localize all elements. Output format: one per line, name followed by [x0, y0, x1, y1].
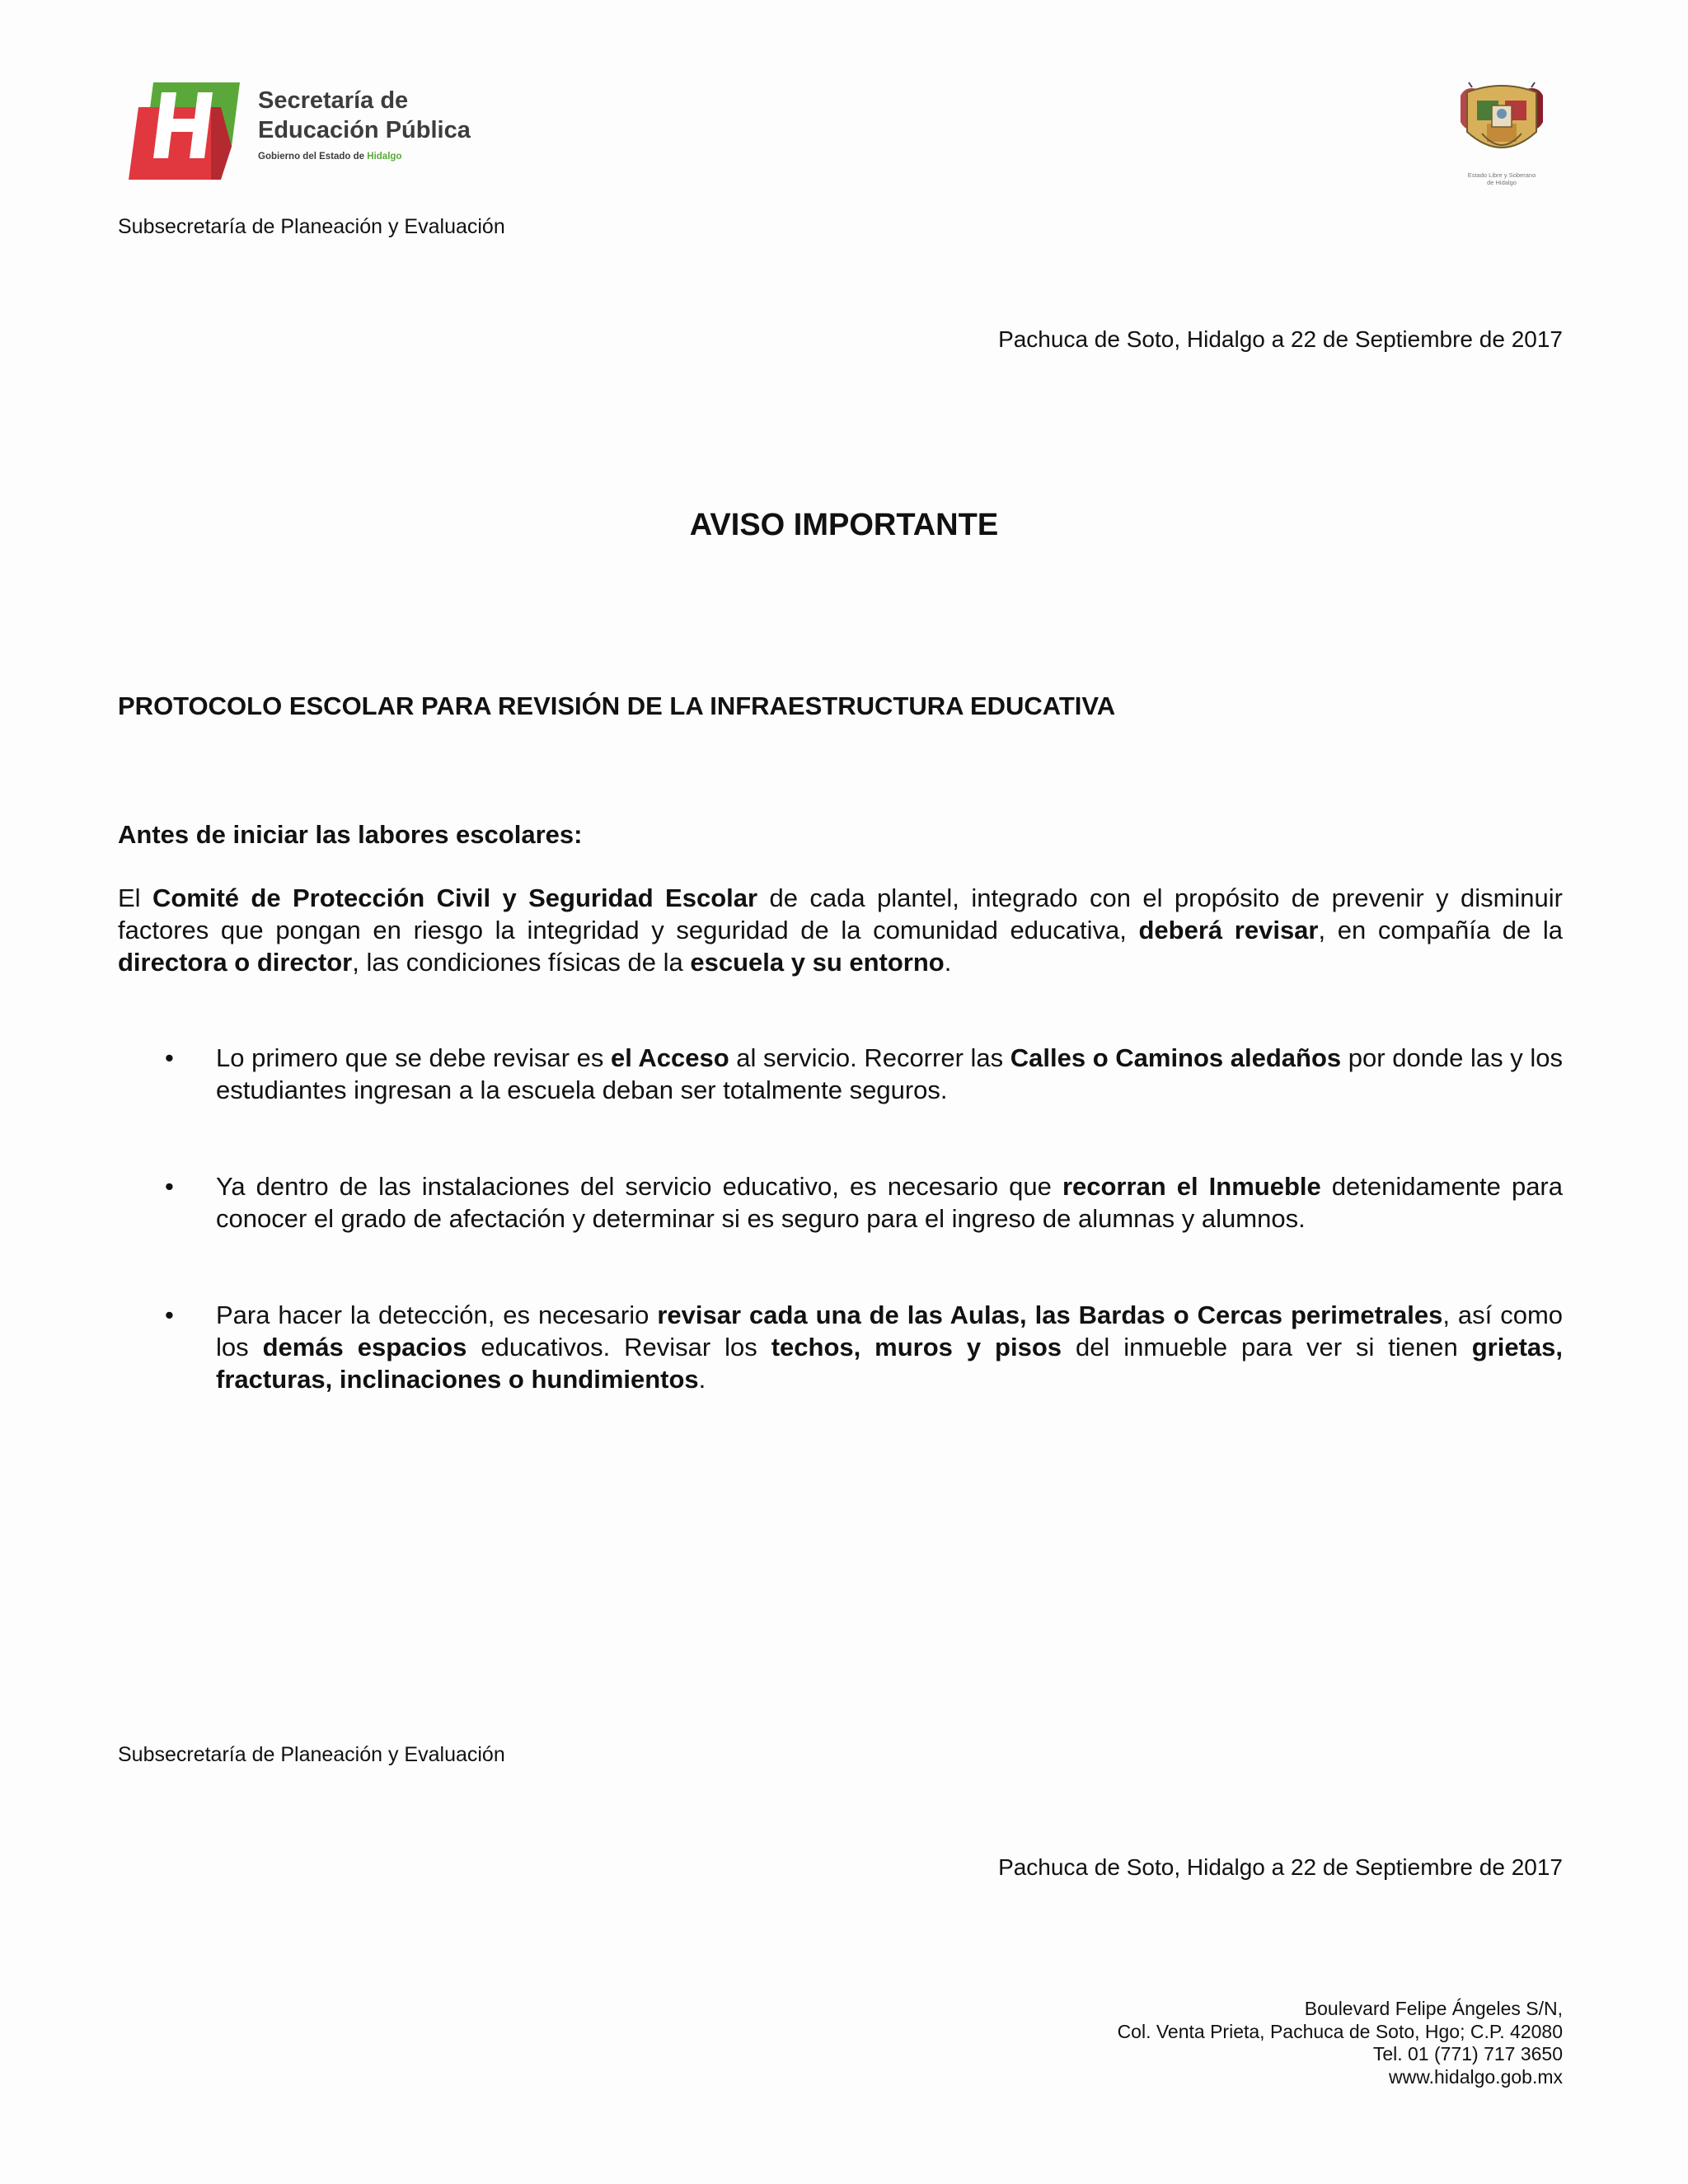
intro-paragraph	[118, 882, 1563, 978]
list-item	[118, 1299, 1563, 1395]
bullet-icon: •	[165, 1172, 174, 1201]
intro-text-1: El	[118, 883, 152, 912]
header-date: Pachuca de Soto, Hidalgo a 22 de Septiembre de 2017	[998, 326, 1563, 352]
bullet-3-bold-3: techos, muros y pisos	[771, 1333, 1062, 1361]
intro-text-5: .	[944, 948, 952, 977]
intro-text-3: , en compañía de la	[1318, 916, 1563, 944]
list-item-text	[216, 1299, 1563, 1395]
bullet-1-text-3: por donde las y los estudiantes ingresan a la escuela deban ser totalmente seguros.	[216, 1043, 1563, 1104]
bullet-3-bold-2: demás espacios	[262, 1333, 467, 1361]
intro-text-4: , las condiciones físicas de la	[352, 948, 691, 977]
logo-subtitle	[258, 152, 505, 162]
protocol-heading: PROTOCOLO ESCOLAR PARA REVISIÓN DE LA INFRAESTRUCTURA EDUCATIVA	[118, 691, 1116, 720]
bullet-2-text-1: Ya dentro de las instalaciones del servicio educativo, es necesario que	[216, 1172, 1062, 1201]
logo-title-line-2: Educación Pública	[258, 117, 471, 143]
bullet-3-text-3: educativos. Revisar los	[467, 1333, 771, 1361]
logo-title-line-1: Secretaría de	[258, 87, 409, 114]
intro-bold-2: deberá revisar	[1138, 916, 1319, 944]
bullet-2-bold-1: recorran el Inmueble	[1062, 1172, 1321, 1201]
intro-bold-1: Comité de Protección Civil y Seguridad Escolar	[152, 883, 758, 912]
bullet-3-text-5: .	[698, 1365, 706, 1394]
list-item-text	[216, 1170, 1563, 1235]
list-item-text	[216, 1042, 1563, 1106]
footer-date: Pachuca de Soto, Hidalgo a 22 de Septiembre de 2017	[998, 1854, 1563, 1880]
bullet-icon: •	[165, 1301, 174, 1329]
bullet-2-text-2: detenidamente para conocer el grado de afectación y determinar si es seguro para el ingreso de alumnas y alumnos.	[216, 1172, 1563, 1233]
logo-subtitle-accent: Hidalgo	[367, 152, 402, 162]
address-line-3: Tel. 01 (771) 717 3650	[1372, 2043, 1563, 2064]
bullet-icon: •	[165, 1043, 174, 1072]
list-item	[118, 1170, 1563, 1235]
coat-caption-line-1: Estado Libre y Soberano	[1467, 171, 1536, 179]
bullet-3-text-4: del inmueble para ver si tienen	[1062, 1333, 1472, 1361]
hidalgo-h-logo-icon	[129, 82, 240, 180]
intro-bold-3: directora o director	[118, 948, 353, 977]
section-heading: Antes de iniciar las labores escolares:	[118, 820, 583, 849]
bullet-3-bold-4: grietas, fracturas, inclinaciones o hundimientos	[216, 1333, 1563, 1394]
coat-of-arms-caption	[1449, 171, 1554, 186]
bullet-1-bold-1: el Acceso	[611, 1043, 729, 1072]
intro-text-2: de cada plantel, integrado con el propósito de prevenir y disminuir factores que pongan en riesgo la integridad y seguridad de la comunidad educativa,	[118, 883, 1563, 944]
header-subsecretaria: Subsecretaría de Planeación y Evaluación	[118, 215, 505, 238]
address-line-2: Col. Venta Prieta, Pachuca de Soto, Hgo; C.P. 42080	[1117, 2020, 1563, 2042]
bullet-1-text-1: Lo primero que se debe revisar es	[216, 1043, 612, 1072]
intro-bold-4: escuela y su entorno	[690, 948, 945, 977]
footer-address	[1118, 1998, 1563, 2088]
bullet-3-text-1: Para hacer la detección, es necesario	[216, 1301, 658, 1329]
bullet-1-text-2: al servicio. Recorrer las	[729, 1043, 1010, 1072]
address-line-1: Boulevard Felipe Ángeles S/N,	[1304, 1998, 1563, 2019]
logo-subtitle-prefix: Gobierno del Estado de	[258, 152, 365, 162]
address-website: www.hidalgo.gob.mx	[1389, 2065, 1563, 2088]
footer-subsecretaria: Subsecretaría de Planeación y Evaluación	[118, 1743, 505, 1766]
list-item	[118, 1042, 1563, 1106]
bullet-3-text-2: , así como los	[216, 1301, 1564, 1361]
coat-of-arms-icon	[1449, 81, 1554, 171]
sep-hidalgo-logo	[129, 82, 491, 180]
page-title: AVISO IMPORTANTE	[689, 508, 999, 542]
hidalgo-coat-of-arms	[1449, 81, 1554, 194]
bullet-1-bold-2: Calles o Caminos aledaños	[1010, 1043, 1342, 1072]
coat-caption-line-2: de Hidalgo	[1487, 179, 1517, 186]
bullet-3-bold-1: revisar cada una de las Aulas, las Bardas o Cercas perimetrales	[657, 1301, 1443, 1329]
